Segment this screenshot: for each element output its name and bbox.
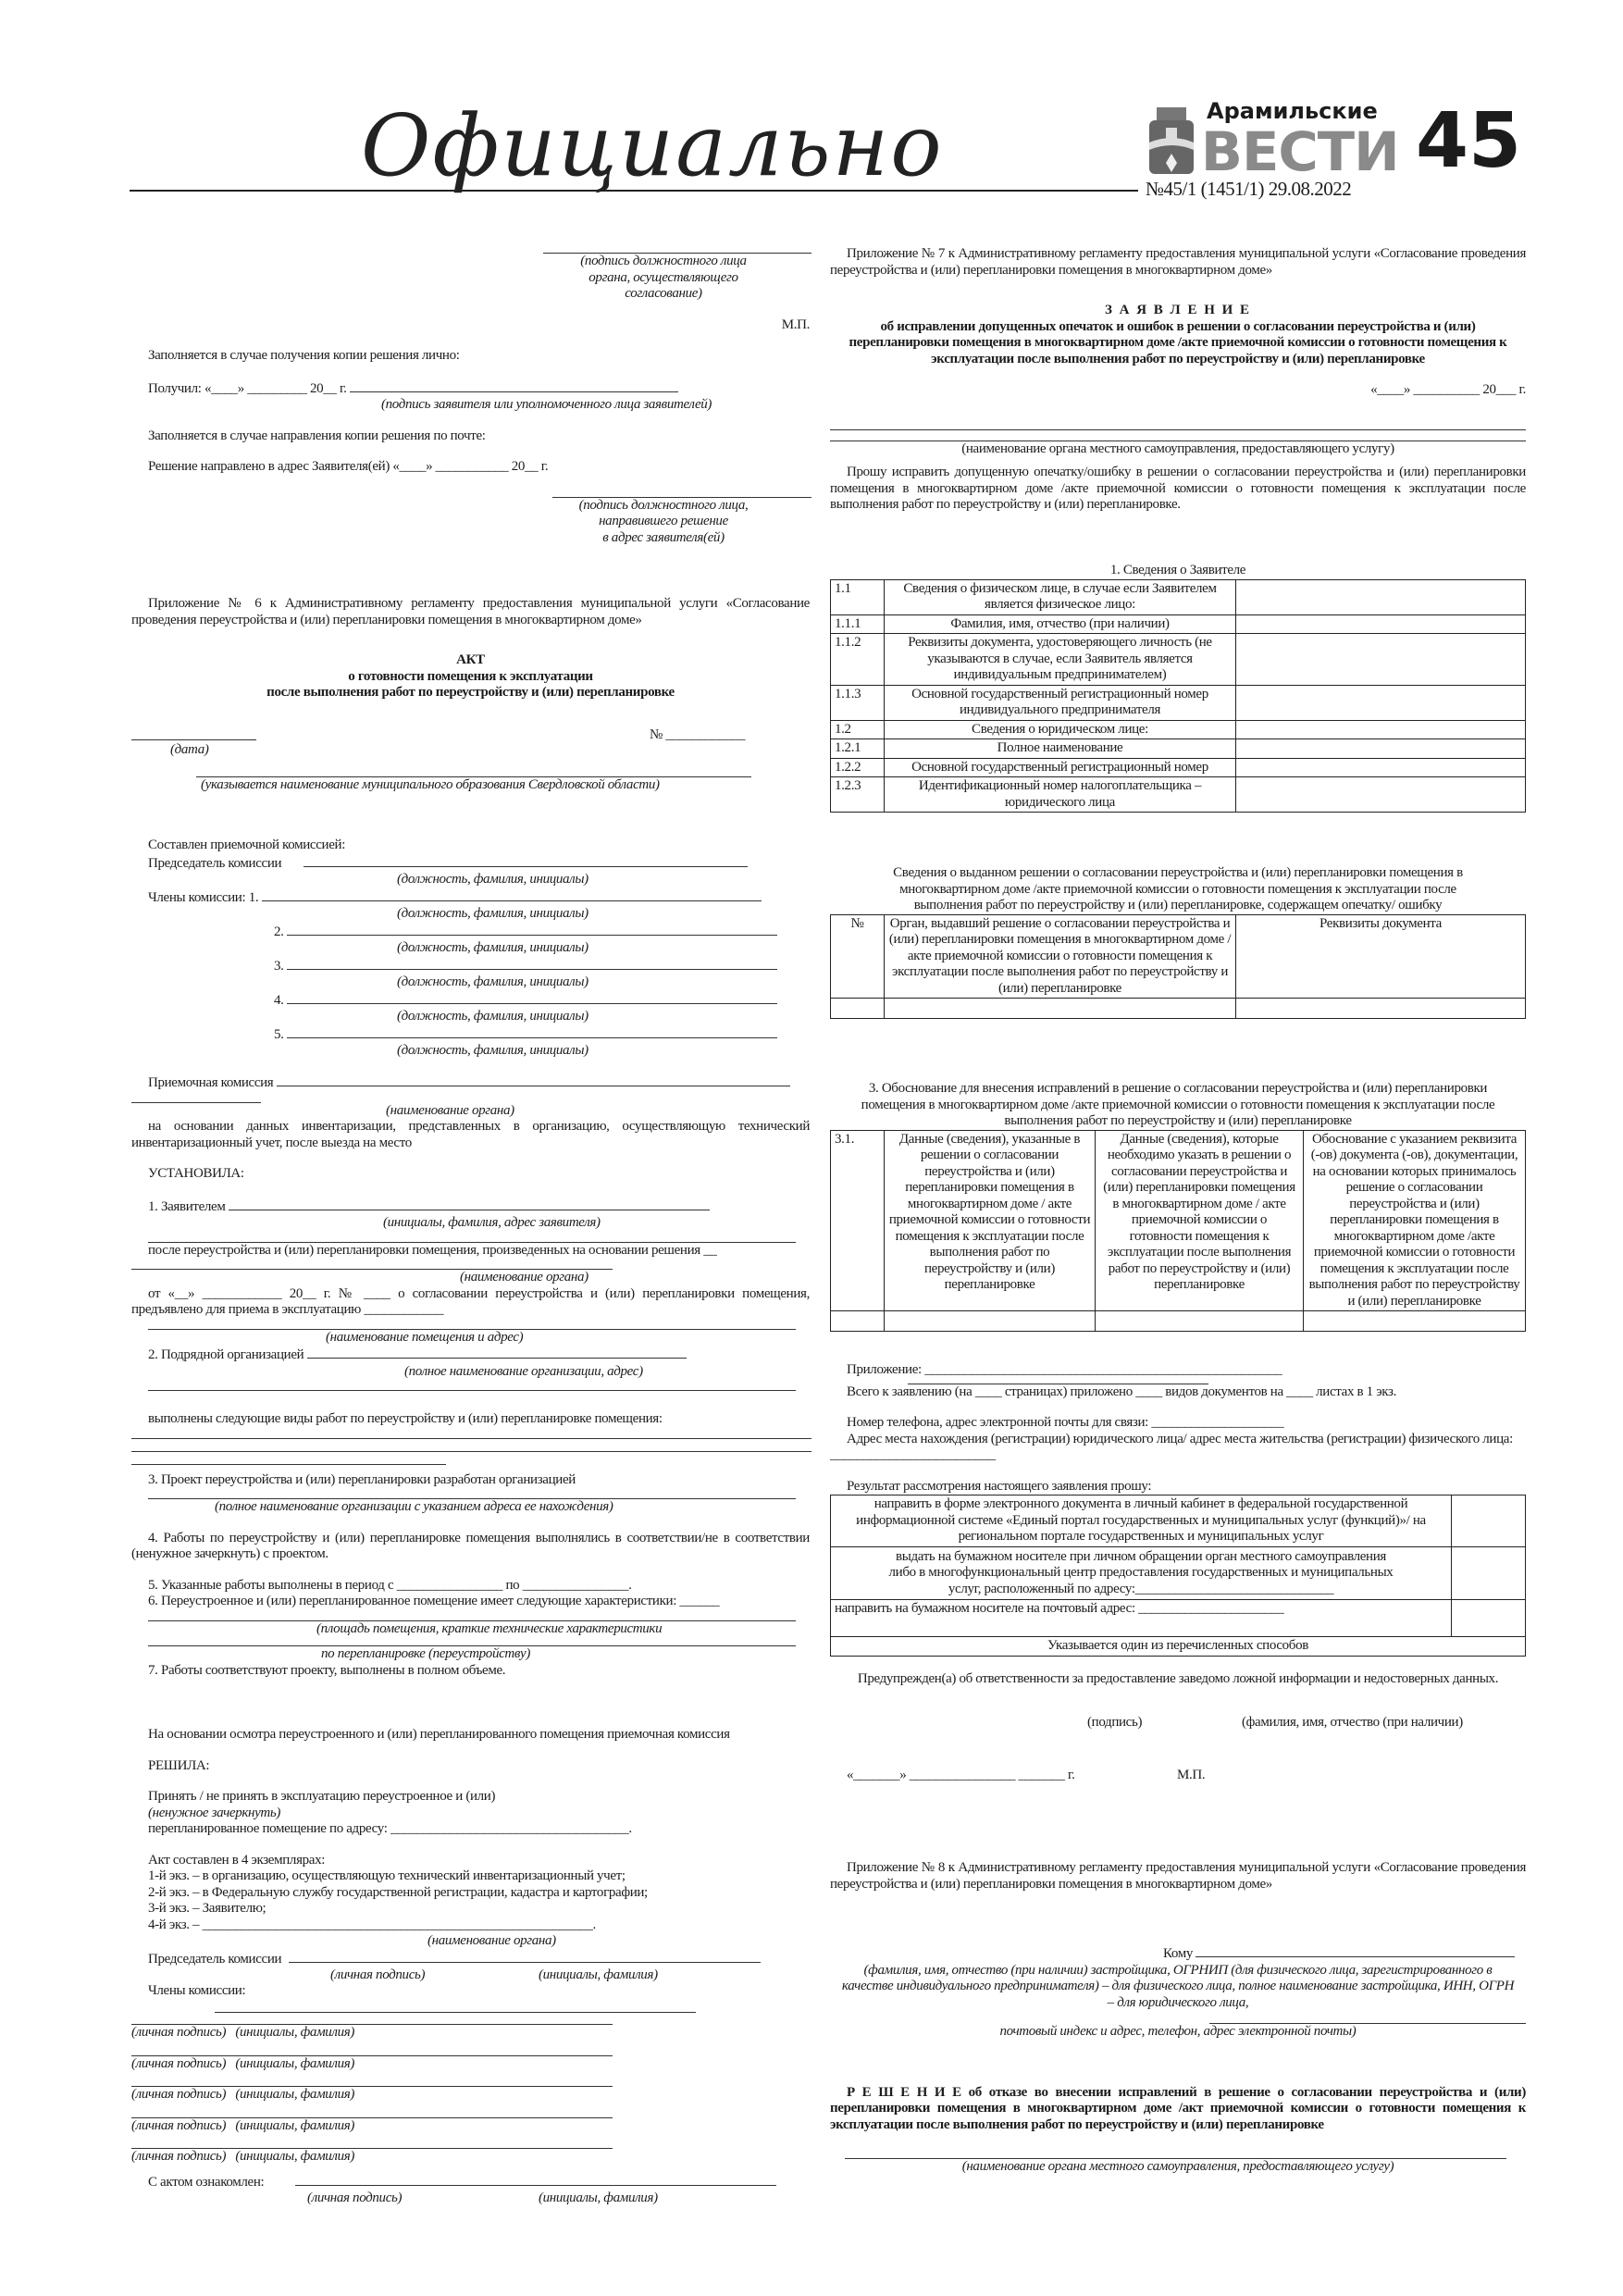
member-signature-row	[131, 2141, 810, 2166]
heading: УСТАНОВИЛА:	[148, 1166, 244, 1181]
table-cell[interactable]	[1236, 999, 1526, 1019]
blank-line	[287, 1025, 777, 1038]
blank-line	[304, 854, 748, 867]
caption: (полное наименование организации, адрес)	[404, 1363, 643, 1379]
attachment-line: Приложение: ______________________________________________________	[847, 1362, 1282, 1377]
caption: (личная подпись)	[131, 2087, 227, 2102]
caption: (личная подпись)	[330, 1967, 426, 1982]
blank-line	[295, 2173, 776, 2186]
caption: (должность, фамилия, инициалы)	[397, 940, 588, 955]
text: Всего к заявлению (на ____ страницах) приложено ____ видов документов на ____ листах в 1 экз.	[847, 1384, 1397, 1399]
row-value[interactable]	[1236, 614, 1526, 634]
blank-line	[131, 1259, 613, 1270]
option-checkbox[interactable]	[1452, 1546, 1526, 1600]
blank-line	[131, 1452, 446, 1465]
caption: (подпись должностного лица	[580, 254, 747, 268]
row-label: Реквизиты документа, удостоверяющего личность (не указываются в случае, если Заявитель является индивидуальным предпринимателем)	[885, 634, 1236, 686]
option-label: направить на бумажном носителе на почтовый адрес: ______________________	[831, 1600, 1452, 1637]
table-header: Реквизиты документа	[1236, 914, 1526, 999]
label: 5.	[274, 1026, 284, 1042]
table-note: Указывается один из перечисленных способов	[831, 1637, 1526, 1657]
text: 4. Работы по переустройству и (или) перепланировке помещения выполнялись в соответствии/не в соответствии (ненужное зачеркнуть) с проектом.	[131, 1530, 810, 1561]
blank-line	[1209, 2011, 1526, 2024]
caption: (инициалы, фамилия)	[235, 2055, 355, 2071]
blank-line	[131, 1439, 812, 1452]
row-label: Сведения о юридическом лице:	[885, 720, 1236, 739]
caption: по перепланировке (переустройству)	[321, 1646, 531, 1661]
text: Заполняется в случае направления копии решения по почте:	[148, 428, 486, 443]
table-header: №	[831, 914, 885, 999]
decision-section	[131, 1727, 810, 2206]
caption: (наименование органа)	[460, 1270, 588, 1285]
label: Члены комиссии: 1.	[148, 889, 259, 905]
blank-line	[307, 1346, 687, 1359]
option-checkbox[interactable]	[1452, 1496, 1526, 1547]
caption: (указывается наименование муниципального образования Свердловской области)	[201, 776, 660, 792]
label: 2. Подрядной организацией	[148, 1347, 304, 1362]
table-row	[831, 685, 1526, 720]
signature-line	[552, 483, 812, 498]
blank-line	[131, 1092, 261, 1103]
table-row	[831, 777, 1526, 813]
label: Члены комиссии:	[148, 1983, 246, 1998]
blank-line	[350, 379, 678, 392]
caption: (площадь помещения, краткие технические характеристики	[316, 1620, 663, 1636]
caption: (полное наименование организации с указанием адреса ее нахождения)	[215, 1499, 613, 1514]
caption: (инициалы, фамилия)	[235, 2117, 355, 2133]
refusal-decision-section	[830, 1860, 1526, 2176]
caption: (подпись заявителя или уполномоченного лица заявителей)	[381, 397, 712, 412]
text: На основании осмотра переустроенного и (или) перепланированного помещения приемочная комиссия	[148, 1727, 730, 1742]
text: Номер телефона, адрес электронной почты для связи: ____________________	[847, 1415, 1284, 1430]
appendix-6: Приложение № 6 к Административному регламенту предоставления муниципальной услуги «Согласование проведения переустройства и (или) перепланировки помещения в многоквартирном доме»	[131, 596, 810, 627]
blank-line	[289, 1950, 761, 1963]
member-signature-row	[131, 2049, 810, 2073]
statement-subtitle: об исправлении допущенных опечаток и ошибок в решении о согласовании переустройства и (или) перепланировки помещения в многоквартирном доме /акте приемочной комиссии о готовности помещения к эксплуатации после выполнения работ по переустройству и (или) перепланировке	[849, 318, 1507, 366]
page-number: 45	[1416, 97, 1522, 185]
blank-line	[845, 2146, 1506, 2159]
blank-line	[131, 2017, 613, 2025]
table-row	[831, 720, 1526, 739]
text: 4-й экз. – ___________________________________________________________.	[148, 1917, 596, 1932]
act-header	[131, 596, 810, 793]
row-label: Идентификационный номер налогоплательщика – юридического лица	[885, 777, 1236, 813]
decision-subtitle: об отказе во внесении исправлений в решение о согласовании переустройства и (или) перепланировки помещения в многоквартирном доме /акт приемочной комиссии о готовности помещения к эксплуатации после выполнения работ по переустройству и (или) перепланировке	[830, 2084, 1526, 2132]
text: на основании данных инвентаризации, представленных в организацию, осуществляющую технический инвентаризационный учет, после выезда на место	[131, 1119, 810, 1150]
works-section	[131, 1411, 810, 1679]
caption: (личная подпись)	[131, 2117, 227, 2133]
blank-line	[196, 763, 751, 777]
statement-header	[830, 246, 1526, 514]
text: Решение направлено в адрес Заявителя(ей) «____» ___________ 20__ г.	[148, 459, 549, 474]
row-number: 1.2.3	[831, 777, 885, 813]
blank-line	[131, 2049, 613, 2056]
table-row	[831, 634, 1526, 686]
label: 2.	[274, 924, 284, 939]
caption: (подпись должностного лица,	[578, 497, 749, 513]
table-cell[interactable]	[1096, 1311, 1304, 1332]
row-label: Сведения о физическом лице, в случае если Заявителем является физическое лицо:	[885, 579, 1236, 614]
caption: согласование)	[625, 286, 702, 301]
text: Акт составлен в 4 экземплярах:	[148, 1852, 326, 1868]
text: Составлен приемочной комиссией:	[148, 838, 346, 852]
applicant-table	[830, 579, 1526, 813]
act-subtitle: после выполнения работ по переустройству и (или) перепланировке	[266, 685, 675, 700]
caption: (должность, фамилия, инициалы)	[397, 1009, 588, 1024]
blank-line	[131, 2141, 613, 2149]
text: Получил: «____» _________ 20__ г.	[148, 380, 347, 396]
text: Адрес места нахождения (регистрации) юридического лица/ адрес места жительства (регистрации) физического лица: _________________________	[830, 1431, 1513, 1462]
table-header: Орган, выдавший решение о согласовании переустройства и (или) перепланировки помещения в многоквартирном доме /акте приемочной комиссии о готовности помещения к эксплуатации после выполнения работ по переустройству и (или) перепланировке	[885, 914, 1236, 999]
caption: (инициалы, фамилия)	[539, 1967, 658, 1982]
caption: (должность, фамилия, инициалы)	[397, 872, 588, 887]
caption: (личная подпись)	[307, 2191, 403, 2205]
statement-title: З А Я В Л Е Н И Е	[1104, 303, 1252, 317]
text: 6. Переустроенное и (или) перепланированное помещение имеет следующие характеристики: ______	[148, 1594, 720, 1608]
established-section	[131, 1074, 810, 1391]
section-title: Официально	[361, 96, 944, 195]
text: перепланированное помещение по адресу: ____________________________________.	[148, 1821, 632, 1836]
issued-decision-table	[830, 914, 1526, 1020]
seal-mark: М.П.	[1177, 1768, 1206, 1782]
option-checkbox[interactable]	[1452, 1600, 1526, 1637]
label: Кому	[1163, 1946, 1194, 1961]
text: от «__» ____________ 20__ г. № ____ о согласовании переустройства и (или) перепланировки помещения, предъявлено для приема в эксплуатацию ____________	[131, 1285, 810, 1317]
warning-text: Предупрежден(а) об ответственности за предоставление заведомо ложной информации и недостоверных данных.	[857, 1670, 1499, 1686]
result-method-table	[830, 1495, 1526, 1657]
blank-line	[1196, 1944, 1515, 1957]
label: 4.	[274, 992, 284, 1008]
text: Результат рассмотрения настоящего заявления прошу:	[847, 1478, 1152, 1494]
table-row	[831, 579, 1526, 614]
section-title: Сведения о выданном решении о согласовании переустройства и (или) перепланировки помещения в многоквартирном доме /акте приемочной комиссии о готовности помещения к эксплуатации после выполнения работ по переустройству и (или) перепланировке, содержащем опечатку/ ошибку	[893, 865, 1463, 912]
heading: РЕШИЛА:	[148, 1757, 210, 1773]
caption: (наименование органа)	[386, 1102, 514, 1118]
caption: (должность, фамилия, инициалы)	[397, 906, 588, 921]
caption: (ненужное зачеркнуть)	[148, 1805, 281, 1820]
table-cell[interactable]	[1304, 1311, 1526, 1332]
blank-line	[229, 1198, 710, 1210]
applicant-info-section	[830, 563, 1526, 813]
caption: (должность, фамилия, инициалы)	[397, 974, 588, 989]
text: 5. Указанные работы выполнены в период с ________________ по ________________.	[148, 1577, 632, 1593]
row-number: 1.1	[831, 579, 885, 614]
act-subtitle: о готовности помещения к эксплуатации	[348, 668, 593, 684]
text: 1-й экз. – в организацию, осуществляющую технический инвентаризационный учет;	[148, 1868, 626, 1883]
blank-line	[131, 2079, 613, 2087]
row-number: 1.1.2	[831, 634, 885, 686]
row-value[interactable]	[1236, 758, 1526, 777]
caption: (наименование органа)	[427, 1933, 556, 1948]
table-header: Данные (сведения), указанные в решении о согласовании переустройства и (или) перепланировки помещения в многоквартирном доме / акте приемочной комиссии о готовности помещения к эксплуатации после выполнения работ по переустройству и (или) перепланировке	[885, 1130, 1096, 1311]
option-label: направить в форме электронного документа в личный кабинет в федеральной государственной информационной системе «Единый портал государственных и муниципальных услуг (функций)»/ на региональном портале государственных и муниципальных услуг	[831, 1496, 1452, 1547]
statement-date: «____» __________ 20___ г.	[1370, 382, 1526, 397]
commission-composition	[131, 838, 810, 1060]
brand-name-main: ВЕСТИ	[1200, 120, 1399, 183]
blank-line	[131, 2111, 613, 2118]
row-number: 1.1.1	[831, 614, 885, 634]
caption: (фамилия, имя, отчество (при наличии) застройщика, ОГРНИП (для физического лица, зарегистрированного в качестве индивидуального предпринимателя) – для физического лица, полное наименование застройщика, ИНН, ОГРН – для юридического лица,	[841, 1962, 1515, 2010]
text: Принять / не принять в эксплуатацию переустроенное и (или)	[148, 1789, 496, 1804]
table-header: Обоснование с указанием реквизита (-ов) документа (-ов), документации, на основании которых принималось решение о согласовании переустройства и (или) перепланировки помещения в многоквартирном доме /акте приемочной комиссии о готовности помещения к эксплуатации после выполнения работ по переустройству и (или) перепланировке	[1304, 1130, 1526, 1311]
blank-line	[148, 1610, 796, 1621]
justification-section	[830, 1081, 1526, 1332]
member-signature-row	[131, 2079, 810, 2104]
option-label: выдать на бумажном носителе при личном обращении орган местного самоуправления либо в многофункциональный центр предоставления государственных и муниципальных услуг, расположенный по адресу:______________________________	[831, 1546, 1452, 1600]
coat-of-arms-icon	[1146, 105, 1197, 176]
blank-line	[277, 1074, 790, 1086]
blank-line	[287, 923, 777, 936]
row-value[interactable]	[1236, 579, 1526, 614]
signature-line	[543, 239, 812, 254]
label: 3.	[274, 958, 284, 974]
section-title: 3. Обоснование для внесения исправлений в решение о согласовании переустройства и (или) перепланировки помещения в многоквартирном доме /акте приемочной комиссии о готовности помещения к эксплуатации после выполнения работ по переустройству и (или) перепланировке	[861, 1081, 1495, 1128]
row-number: 1.2	[831, 720, 885, 739]
brand-name-top: Арамильские	[1207, 98, 1378, 124]
row-number: 1.2.1	[831, 739, 885, 759]
decision-title: Р Е Ш Е Н И Е	[847, 2084, 961, 2100]
issue-number: №45/1 (1451/1) 29.08.2022	[1146, 178, 1352, 200]
label: С актом ознакомлен:	[148, 2174, 265, 2190]
table-header: Данные (сведения), которые необходимо указать в решении о согласовании переустройства и (или) перепланировки помещения в многоквартирном доме / акте приемочной комиссии о готовности помещения к эксплуатации после выполнения работ по переустройству и (или) перепланировке	[1096, 1130, 1304, 1311]
label: Председатель комиссии	[148, 855, 282, 871]
caption: (дата)	[170, 741, 209, 757]
blank-line	[215, 2000, 696, 2013]
issued-decision-section	[830, 865, 1526, 1019]
caption: (наименование органа местного самоуправления, предоставляющего услугу)	[961, 2159, 1394, 2174]
row-value[interactable]	[1236, 777, 1526, 813]
justification-table	[830, 1130, 1526, 1333]
caption: (наименование помещения и адрес)	[326, 1329, 524, 1345]
fio-caption: (фамилия, имя, отчество (при наличии)	[1242, 1715, 1463, 1730]
decision-signature-block	[131, 239, 810, 546]
blank-line	[287, 957, 777, 970]
row-value[interactable]	[1236, 685, 1526, 720]
caption: (личная подпись)	[131, 2055, 227, 2071]
blank-line	[830, 416, 1526, 430]
label: Председатель комиссии	[148, 1951, 282, 1967]
label: 1. Заявителем	[148, 1198, 226, 1214]
table-row	[831, 614, 1526, 634]
text: выполнены следующие виды работ по переустройству и (или) перепланировке помещения:	[148, 1411, 663, 1426]
caption: (личная подпись)	[131, 2025, 227, 2040]
row-number: 1.2.2	[831, 758, 885, 777]
table-cell[interactable]	[885, 1311, 1096, 1332]
text: 2-й экз. – в Федеральную службу государственной регистрации, кадастра и картографии;	[148, 1884, 648, 1900]
request-text: Прошу исправить допущенную опечатку/ошибку в решении о согласовании переустройства и (или) перепланировки помещения в многоквартирном доме /акте приемочной комиссии о готовности помещения к эксплуатации после выполнения работ по переустройству и (или) перепланировке.	[830, 465, 1526, 512]
text: после переустройства и (или) перепланировки помещения, произведенных на основании решения __	[148, 1242, 717, 1258]
table-cell[interactable]	[831, 999, 885, 1019]
label: Приемочная комиссия	[148, 1075, 274, 1090]
text: 7. Работы соответствуют проекту, выполнены в полном объеме.	[148, 1662, 506, 1678]
seal-mark: М.П.	[781, 316, 810, 332]
blank-line	[148, 1637, 796, 1646]
table-cell[interactable]	[885, 999, 1236, 1019]
row-value[interactable]	[1236, 739, 1526, 759]
signature-caption: (подпись)	[1087, 1715, 1143, 1730]
caption: (инициалы, фамилия)	[235, 2025, 355, 2040]
table-row	[831, 758, 1526, 777]
row-label: Основной государственный регистрационный номер индивидуального предпринимателя	[885, 685, 1236, 720]
act-title: АКТ	[456, 652, 485, 667]
caption: (должность, фамилия, инициалы)	[397, 1043, 588, 1058]
blank-line	[131, 1428, 812, 1439]
text: 3. Проект переустройства и (или) перепланировки разработан организацией	[148, 1471, 576, 1487]
table-row	[831, 739, 1526, 759]
blank-line	[148, 1380, 796, 1391]
member-signature-row	[131, 2111, 810, 2135]
caption: (наименование органа местного самоуправления, предоставляющего услугу)	[961, 441, 1394, 456]
appendix-7: Приложение № 7 к Административному регламенту предоставления муниципальной услуги «Согласование проведения переустройства и (или) перепланировки помещения в многоквартирном доме»	[830, 246, 1526, 278]
row-value[interactable]	[1236, 720, 1526, 739]
blank-line	[148, 1488, 796, 1499]
blank-line	[148, 1319, 796, 1330]
row-number: 1.1.3	[831, 685, 885, 720]
table-header: 3.1.	[831, 1130, 885, 1311]
row-value[interactable]	[1236, 634, 1526, 686]
caption: в адрес заявителя(ей)	[602, 529, 725, 545]
caption: органа, осуществляющего	[588, 269, 738, 285]
table-cell[interactable]	[831, 1311, 885, 1332]
signature-date: «_______» ________________ _______ г.	[847, 1768, 1075, 1782]
text: Заполняется в случае получения копии решения лично:	[148, 348, 460, 363]
blank-line	[287, 991, 777, 1004]
row-label: Полное наименование	[885, 739, 1236, 759]
member-signature-row	[131, 2017, 810, 2042]
caption: (инициалы, фамилия, адрес заявителя)	[383, 1215, 601, 1230]
date-line	[131, 727, 256, 740]
section-title: 1. Сведения о Заявителе	[1109, 563, 1246, 577]
member-signatures	[131, 2017, 810, 2166]
act-number: № ____________	[650, 726, 746, 742]
caption: (инициалы, фамилия)	[539, 2191, 658, 2205]
caption: направившего решение	[599, 514, 728, 528]
row-label: Основной государственный регистрационный номер	[885, 758, 1236, 777]
blank-line	[148, 1232, 796, 1243]
blank-line	[262, 888, 762, 901]
blank-line	[830, 430, 1526, 441]
attachments-section	[830, 1362, 1526, 1783]
row-label: Фамилия, имя, отчество (при наличии)	[885, 614, 1236, 634]
appendix-8: Приложение № 8 к Административному регламенту предоставления муниципальной услуги «Согласование проведения переустройства и (или) перепланировки помещения в многоквартирном доме»	[830, 1860, 1526, 1892]
caption: (личная подпись)	[131, 2149, 227, 2164]
caption: почтовый индекс и адрес, телефон, адрес электронной почты)	[999, 2024, 1357, 2039]
caption: (инициалы, фамилия)	[235, 2087, 355, 2102]
text: 3-й экз. – Заявителю;	[148, 1901, 266, 1916]
header-rule	[130, 190, 1138, 192]
caption: (инициалы, фамилия)	[235, 2149, 355, 2164]
